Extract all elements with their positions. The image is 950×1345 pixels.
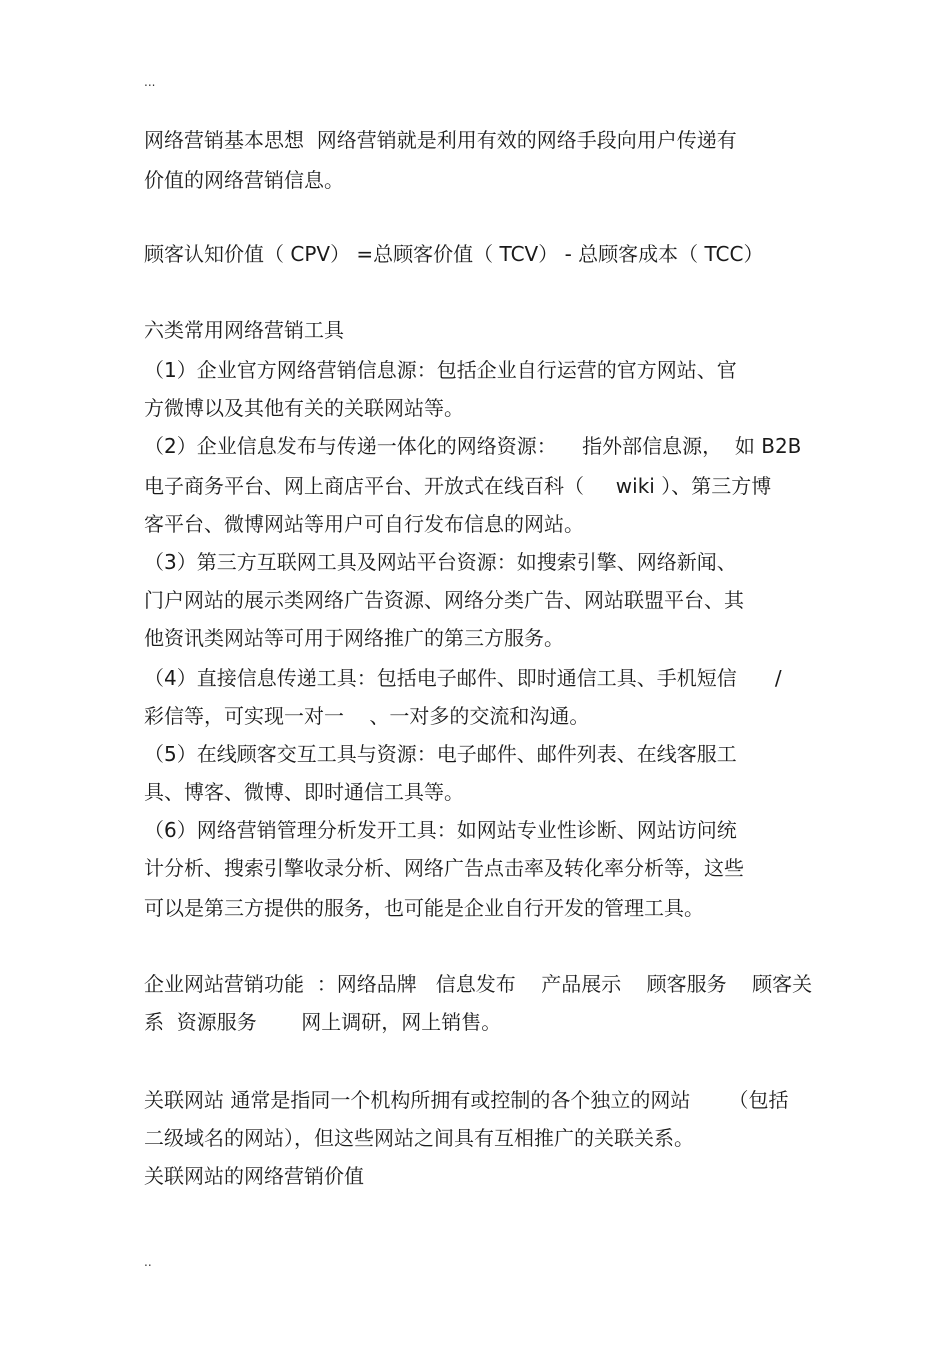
text-line: 客平台、微博网站等用户可自行发布信息的网站。 bbox=[144, 512, 584, 536]
header-marker: ... bbox=[144, 75, 156, 89]
text-line: 他资讯类网站等可用于网络推广的第三方服务。 bbox=[144, 626, 564, 650]
text-line: 价值的网络营销信息。 bbox=[144, 168, 344, 192]
text-line: 企业网站营销功能 ：网络品牌 信息发布 产品展示 顾客服务 顾客关 bbox=[144, 972, 813, 996]
text-line: 门户网站的展示类网络广告资源、网络分类广告、网站联盟平台、其 bbox=[144, 588, 744, 612]
text-line: 彩信等，可实现一对一 、一对多的交流和沟通。 bbox=[144, 704, 590, 728]
text-line: 电子商务平台、网上商店平台、开放式在线百科（ wiki ）、第三方博 bbox=[144, 474, 772, 498]
text-line: 可以是第三方提供的服务，也可能是企业自行开发的管理工具。 bbox=[144, 896, 704, 920]
section-title-tools: 六类常用网络营销工具 bbox=[144, 318, 344, 342]
cpv-formula: 顾客认知价值（ CPV） =总顾客价值（ TCV） - 总顾客成本（ TCC） bbox=[144, 242, 764, 266]
text-line: 计分析、搜索引擎收录分析、网络广告点击率及转化率分析等，这些 bbox=[144, 856, 744, 880]
text-line: 具、博客、微博、即时通信工具等。 bbox=[144, 780, 464, 804]
text-line: 关联网站 通常是指同一个机构所拥有或控制的各个独立的网站 （包括 bbox=[144, 1088, 789, 1112]
text-line: （3）第三方互联网工具及网站平台资源：如搜索引擎、网络新闻、 bbox=[144, 550, 737, 574]
text-line: 二级域名的网站），但这些网站之间具有互相推广的关联关系。 bbox=[144, 1126, 694, 1150]
text-line: （6）网络营销管理分析发开工具：如网站专业性诊断、网站访问统 bbox=[144, 818, 737, 842]
text-line: （2）企业信息发布与传递一体化的网络资源： 指外部信息源， 如 B2B bbox=[144, 434, 802, 458]
text-line: （4）直接信息传递工具：包括电子邮件、即时通信工具、手机短信 / bbox=[144, 666, 782, 690]
text-line: （5）在线顾客交互工具与资源：电子邮件、邮件列表、在线客服工 bbox=[144, 742, 737, 766]
text-line: 关联网站的网络营销价值 bbox=[144, 1164, 364, 1188]
text-line: （1）企业官方网络营销信息源：包括企业自行运营的官方网站、官 bbox=[144, 358, 737, 382]
text-line: 方微博以及其他有关的关联网站等。 bbox=[144, 396, 464, 420]
text-line: 系 资源服务 网上调研，网上销售。 bbox=[144, 1010, 502, 1034]
text-line: 网络营销基本思想 网络营销就是利用有效的网络手段向用户传递有 bbox=[144, 128, 737, 152]
footer-marker: .. bbox=[144, 1255, 152, 1269]
